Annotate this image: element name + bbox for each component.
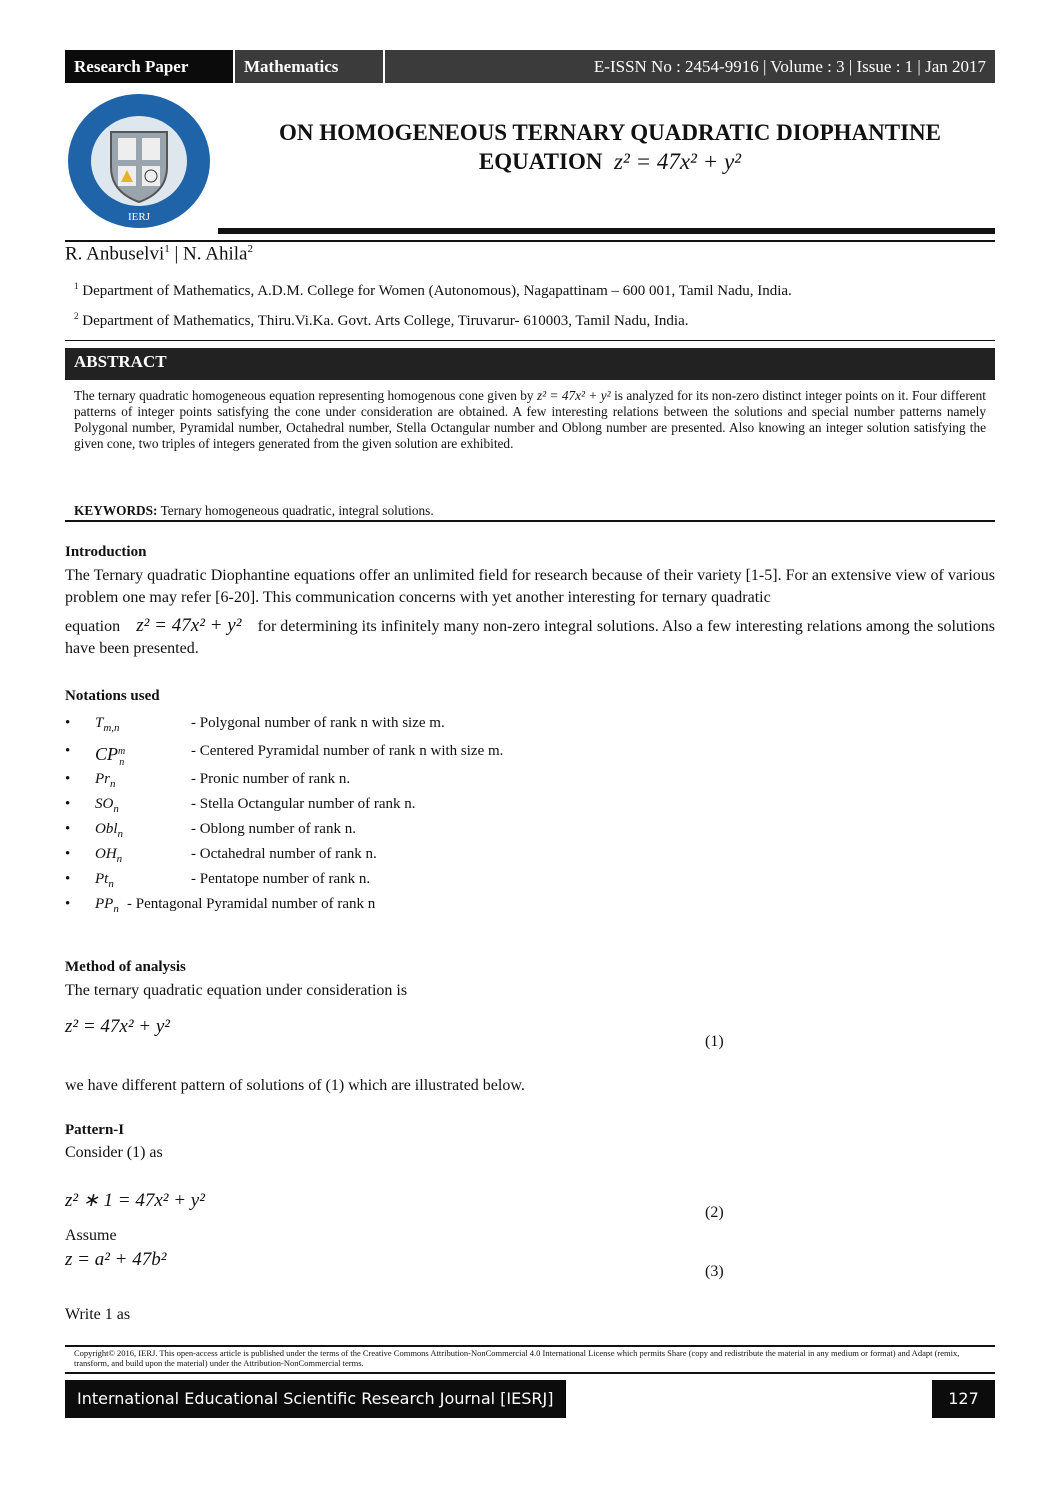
notations-list bbox=[65, 711, 665, 917]
title-rule bbox=[218, 228, 995, 234]
pattern-1-consider: Consider (1) as bbox=[65, 1144, 163, 1161]
authors bbox=[65, 243, 253, 265]
subject-label: Mathematics bbox=[235, 50, 383, 83]
issn-info: E-ISSN No : 2454-9916 | Volume : 3 | Issue : 1 | Jan 2017 bbox=[385, 50, 995, 83]
list-item: • $SO_n$ - Stella Octangular number of rank n. bbox=[65, 792, 665, 817]
journal-logo bbox=[66, 92, 212, 230]
introduction-heading: Introduction bbox=[65, 544, 147, 560]
intro-text-2: for determining its infinitely many non-zero integral solutions. Also a few interesting relations among the solutions have been presented. bbox=[65, 618, 996, 657]
author-2: N. Ahila bbox=[183, 243, 248, 265]
affiliation-sup: 1 bbox=[74, 281, 79, 291]
divider bbox=[65, 1345, 995, 1347]
affiliation-text: Department of Mathematics, Thiru.Vi.Ka. Govt. Arts College, Tiruvarur- 610003, Tamil Nadu, India. bbox=[82, 313, 689, 329]
divider bbox=[65, 240, 995, 242]
abstract-text-rest: is analyzed for its non-zero distinct integer points on it. Four different patterns of integer points satisfying the cone under consideration are obtained. A few interesting relations between the solutions and special number patterns namely Polygonal number, Pyramidal number, Octahedral number, Stella Octangular number and Oblong number are presented. Also knowing an integer solution satisfying the given cone, two triples of integers generated from the given solution are exhibited. bbox=[74, 388, 986, 451]
author-2-sup: 2 bbox=[247, 243, 253, 255]
equation-1-number: (1) bbox=[705, 1033, 724, 1050]
author-1: R. Anbuselvi bbox=[65, 243, 165, 265]
abstract-text-start: The ternary quadratic homogeneous equation representing homogenous cone given by bbox=[74, 388, 534, 403]
page-number: 127 bbox=[932, 1380, 995, 1418]
keywords-text: Ternary homogeneous quadratic, integral solutions. bbox=[160, 503, 434, 518]
abstract-equation: z² = 47x² + y² bbox=[536, 388, 611, 403]
notation-desc: - Stella Octangular number of rank n. bbox=[191, 796, 416, 812]
method-text: The ternary quadratic equation under consideration is bbox=[65, 982, 408, 999]
pattern-1-heading: Pattern-I bbox=[65, 1122, 125, 1138]
keywords-label: KEYWORDS: bbox=[74, 503, 158, 518]
notation-symbol: $PP_n$ bbox=[95, 896, 119, 915]
affiliation-2 bbox=[74, 311, 689, 330]
title-equation: z² = 47x² + y² bbox=[613, 149, 742, 174]
list-item: • $OH_n$ - Octahedral number of rank n. bbox=[65, 842, 665, 867]
abstract-heading: ABSTRACT bbox=[65, 348, 995, 380]
introduction-text bbox=[65, 565, 995, 660]
notation-desc: - Pronic number of rank n. bbox=[191, 771, 351, 787]
intro-eq-label: equation bbox=[65, 618, 121, 635]
notation-desc: - Octahedral number of rank n. bbox=[191, 846, 377, 862]
assume-text: Assume bbox=[65, 1227, 117, 1244]
notation-symbol: $Pr_n$ bbox=[95, 771, 116, 790]
abstract-text bbox=[74, 388, 986, 452]
equation-2-number: (2) bbox=[705, 1204, 724, 1221]
equation-1: z² = 47x² + y² bbox=[65, 1016, 170, 1037]
divider bbox=[65, 340, 995, 341]
footer-journal-name: International Educational Scientific Research Journal [IESRJ] bbox=[65, 1380, 565, 1418]
equation-3-number: (3) bbox=[705, 1263, 724, 1280]
notation-symbol: $T_{m,n}$ bbox=[95, 715, 120, 734]
method-after-text: we have different pattern of solutions of (1) which are illustrated below. bbox=[65, 1077, 525, 1094]
intro-text-1: The Ternary quadratic Diophantine equations offer an unlimited field for research because of their variety [1-5]. For an extensive view of various problem one may refer [6-20]. This communication concerns with yet another interesting for ternary quadratic bbox=[65, 567, 995, 606]
notations-heading: Notations used bbox=[65, 688, 160, 704]
method-heading: Method of analysis bbox=[65, 959, 186, 975]
equation-2: z² ∗ 1 = 47x² + y² bbox=[65, 1190, 205, 1211]
list-item: • $Pt_n$ - Pentatope number of rank n. bbox=[65, 867, 665, 892]
affiliation-1 bbox=[74, 281, 792, 300]
list-item: • $PP_n$ - Pentagonal Pyramidal number of rank n bbox=[65, 892, 665, 917]
notation-desc: - Polygonal number of rank n with size m. bbox=[191, 715, 445, 731]
paper-title bbox=[225, 118, 995, 176]
notation-desc: - Centered Pyramidal number of rank n with size m. bbox=[191, 743, 504, 759]
notation-desc: - Pentatope number of rank n. bbox=[191, 871, 371, 887]
author-separator: | bbox=[174, 243, 179, 265]
title-line-1: ON HOMOGENEOUS TERNARY QUADRATIC DIOPHANTINE bbox=[279, 120, 941, 145]
intro-equation: z² = 47x² + y² bbox=[136, 615, 242, 636]
affiliation-sup: 2 bbox=[74, 311, 79, 321]
divider bbox=[65, 1372, 995, 1374]
footer-separator bbox=[565, 1380, 568, 1418]
notation-desc: - Oblong number of rank n. bbox=[191, 821, 356, 837]
title-line-2 bbox=[225, 147, 995, 176]
notation-symbol: $OH_n$ bbox=[95, 846, 123, 865]
equation-3: z = a² + 47b² bbox=[65, 1249, 167, 1270]
list-item: • $T_{m,n}$ - Polygonal number of rank n with size m. bbox=[65, 711, 665, 736]
divider bbox=[65, 520, 995, 522]
notation-symbol: $CP^m_n$ bbox=[95, 744, 126, 768]
notation-symbol: Obl$_n$ bbox=[95, 821, 123, 840]
affiliation-text: Department of Mathematics, A.D.M. College for Women (Autonomous), Nagapattinam – 600 001, Tamil Nadu, India. bbox=[82, 283, 792, 299]
category-label: Research Paper bbox=[65, 50, 233, 83]
author-1-sup: 1 bbox=[164, 243, 170, 255]
list-item: • Obl$_n$ - Oblong number of rank n. bbox=[65, 817, 665, 842]
title-prefix: EQUATION bbox=[478, 149, 603, 174]
notation-desc: - Pentagonal Pyramidal number of rank n bbox=[127, 896, 376, 912]
copyright-notice: Copyright© 2016, IERJ. This open-access article is published under the terms of the Creative Commons Attribution-NonCommercial 4.0 International License which permits Share (copy and redistribute the material in any medium or format) and Adapt (remix, transform, and build upon the material) under the Attribution-NonCommercial terms. bbox=[74, 1348, 960, 1368]
notation-symbol: $SO_n$ bbox=[95, 796, 119, 815]
svg-text:IERJ: IERJ bbox=[128, 211, 150, 223]
keywords bbox=[74, 503, 434, 519]
list-item: • $Pr_n$ - Pronic number of rank n. bbox=[65, 767, 665, 792]
list-item: • $CP^m_n$ - Centered Pyramidal number of rank n with size m. bbox=[65, 736, 665, 767]
write-text: Write 1 as bbox=[65, 1306, 131, 1323]
notation-symbol: $Pt_n$ bbox=[95, 871, 114, 890]
